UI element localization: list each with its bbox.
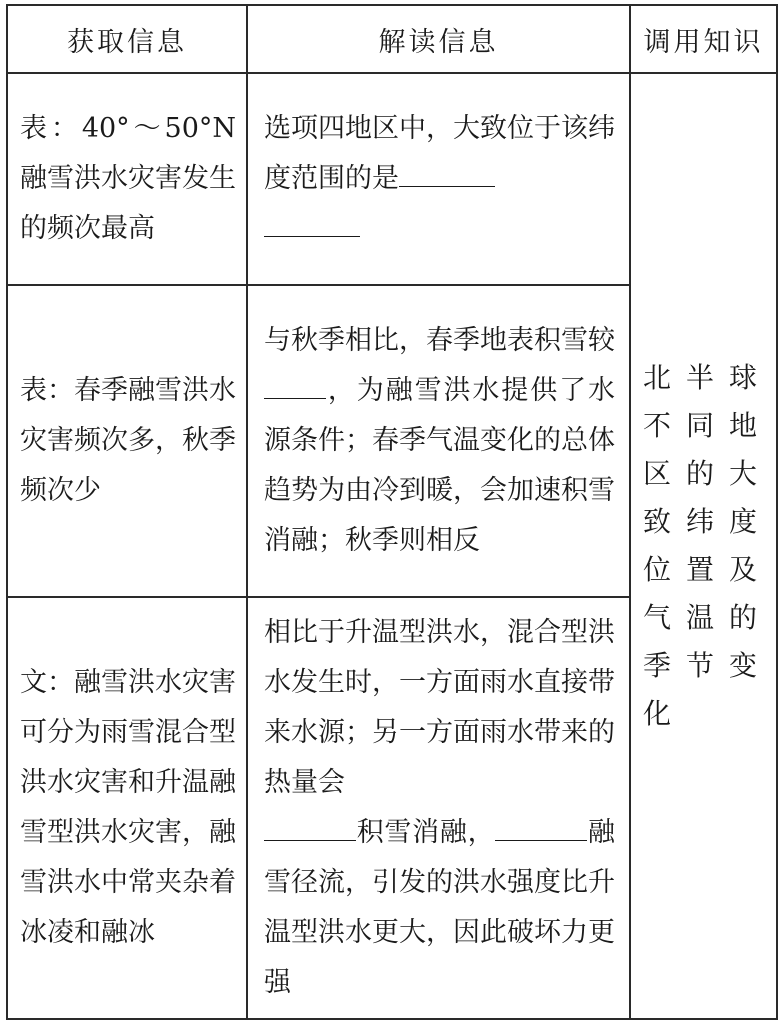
obtain-text: 表：40°～50°N融雪洪水灾害发生的频次最高	[20, 113, 236, 244]
fill-blank[interactable]	[264, 206, 360, 237]
interpret-text: 融雪径流，引发的洪水强度比升温型洪水更大，因此破坏力更强	[264, 817, 616, 998]
info-table	[6, 4, 778, 1020]
interpret-text: 相比于升温型洪水，混合型洪水发生时，一方面雨水直接带来水源；另一方面雨水带来的热量会	[264, 617, 615, 798]
knowledge-text: 北半球不同地区的大致纬度位置及气温的季节变化	[643, 361, 766, 730]
fill-blank[interactable]	[399, 156, 495, 187]
fill-blank[interactable]	[495, 810, 587, 841]
obtain-text: 文：融雪洪水灾害可分为雨雪混合型洪水灾害和升温融雪型洪水灾害，融雪洪水中常夹杂着冰凌和融冰	[20, 667, 236, 948]
obtain-text: 表：春季融雪洪水灾害频次多，秋季频次少	[20, 375, 236, 506]
obtain-cell	[7, 597, 247, 1019]
interpret-text: 与秋季相比，春季地表积雪较	[264, 325, 615, 356]
interpret-text: ，为融雪洪水提供了水源条件；春季气温变化的总体趋势为由冷到暖，会加速积雪消融；秋季则相反	[264, 375, 615, 556]
interpret-cell	[247, 597, 630, 1019]
header-interpret-info: 解读信息	[247, 5, 630, 73]
header-obtain-info: 获取信息	[7, 5, 247, 73]
knowledge-cell	[630, 73, 777, 1019]
header-knowledge: 调用知识	[630, 5, 777, 73]
obtain-cell	[7, 285, 247, 597]
interpret-text: 选项四地区中，大致位于该纬度范围的是	[264, 113, 615, 194]
fill-blank[interactable]	[264, 810, 356, 841]
interpret-cell	[247, 73, 630, 285]
interpret-text: 积雪消融，	[356, 817, 496, 848]
table-row	[7, 73, 777, 285]
obtain-cell	[7, 73, 247, 285]
header-row	[7, 5, 777, 73]
fill-blank[interactable]	[264, 368, 326, 399]
interpret-cell	[247, 285, 630, 597]
